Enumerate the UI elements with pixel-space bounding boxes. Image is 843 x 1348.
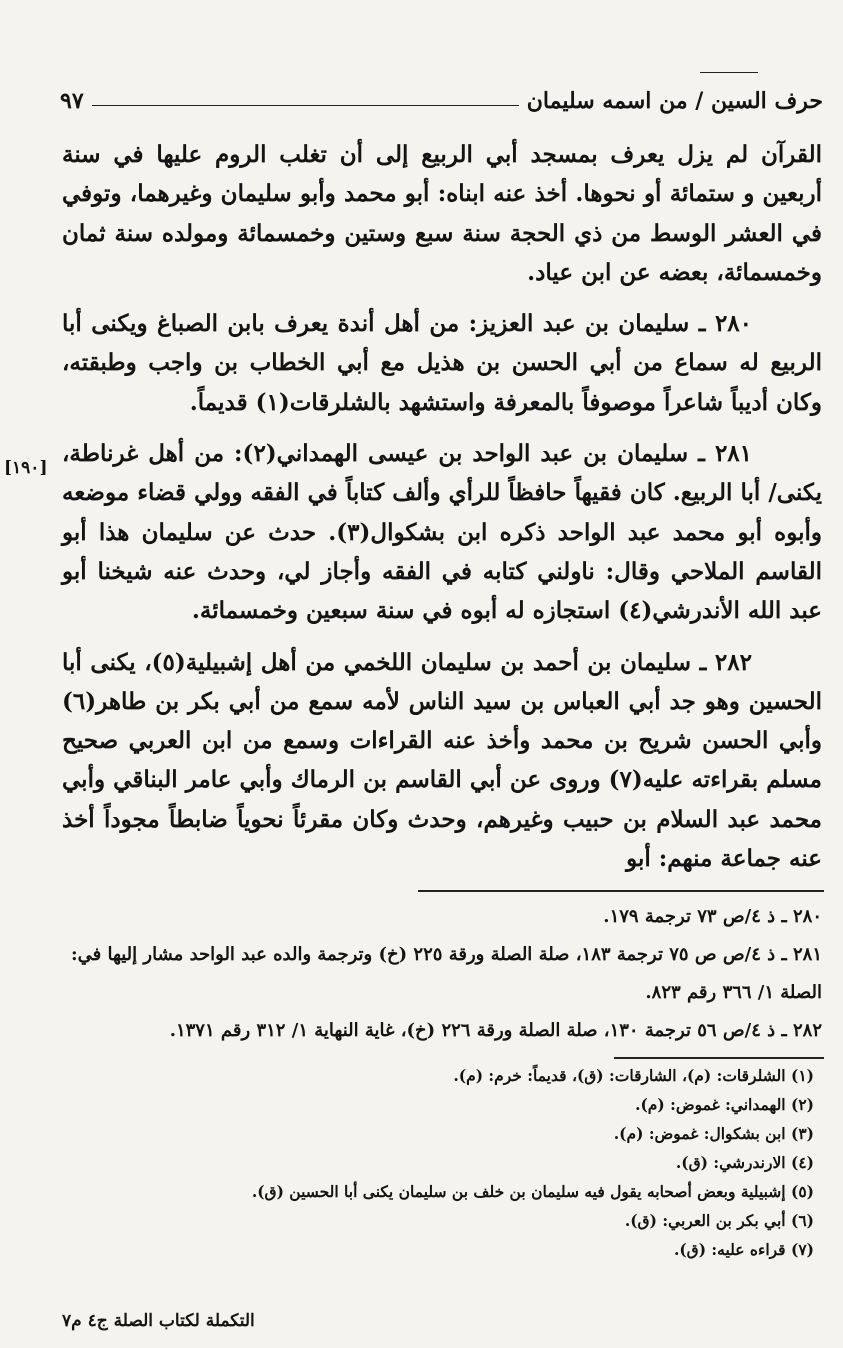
- footnote-1: (١) الشلرقات: (م)، الشارقات: (ق)، قديماً: خرم: (م).: [453, 1066, 814, 1085]
- references-rule: [418, 890, 824, 892]
- footnotes-block: [62, 1061, 822, 1264]
- entry-281: ٢٨١ ـ سليمان بن عبد الواحد بن عيسى الهمداني(٢): من أهل غرناطة، يكنى/ أبا الربيع. كان فقيهاً حافظاً للرأي وألف كتاباً في الفقه وولي قضاء موضعه وأبوه أبو محمد عبد الواحد ذكره ابن بشكوال(٣). حدث عن سليمان هذا أبو القاسم الملاحي وقال: ناولني كتابه في الفقه وأجاز لي، وحدث عنه شيخنا أبو عبد الله الأندرشي(٤) استجازه له أبوه في سنة سبعين وخمسمائة.: [62, 440, 823, 625]
- entry-280: ٢٨٠ ـ سليمان بن عبد العزيز: من أهل أندة يعرف بابن الصباغ ويكنى أبا الربيع له سماع من أبي الحسن بن هذيل مع أبي الخطاب بن واجب وطبقته، وكان أديباً شاعراً موصوفاً بالمعرفة واستشهد بالشلرقات(١) قديماً.: [62, 310, 822, 416]
- margin-folio-note: [١٩٠]: [4, 458, 48, 478]
- reference-280: ٢٨٠ ـ ذ ٤/ص ٧٣ ترجمة ١٧٩.: [603, 906, 822, 927]
- header-overline: [700, 72, 758, 73]
- footnote-4: (٤) الارندرشي: (ق).: [675, 1153, 814, 1172]
- reference-282: ٢٨٢ ـ ذ ٤/ص ٥٦ ترجمة ١٣٠، صلة الصلة ورقة ٢٢٦ (خ)، غاية النهاية ١/ ٣١٢ رقم ١٣٧١.: [169, 1020, 822, 1041]
- header-title: حرف السين / من اسمه سليمان: [526, 88, 823, 114]
- paragraph-continuation: القرآن لم يزل يعرف بمسجد أبي الربيع إلى أن تغلب الروم عليها في سنة أربعين و ستمائة أو نحوها. أخذ عنه ابناه: أبو محمد وأبو سليمان وغيرهما، وتوفي في العشر الوسط من ذي الحجة سنة سبع وستين وخمسمائة ومولده سنة ثمان وخمسمائة، بعضه عن ابن عياد.: [62, 141, 822, 286]
- footnote-6: (٦) أبي بكر بن العربي: (ق).: [624, 1211, 814, 1230]
- footnote-2: (٢) الهمداني: غموض: (م).: [635, 1095, 814, 1114]
- footnotes-rule: [614, 1057, 824, 1059]
- page-footer: التكملة لكتاب الصلة ج٤ م٧: [62, 1311, 255, 1331]
- header-rule: [92, 105, 519, 106]
- main-text: [62, 135, 822, 890]
- footnote-5: (٥) إشبيلية وبعض أصحابه يقول فيه سليمان بن خلف بن سليمان يكنى أبا الحسين (ق).: [251, 1182, 814, 1201]
- reference-281: ٢٨١ ـ ذ ٤/ص ص ٧٥ ترجمة ١٨٣، صلة الصلة ورقة ٢٢٥ (خ) وترجمة والده عبد الواحد مشار إليها في: الصلة ١/ ٣٦٦ رقم ٨٢٣.: [70, 944, 822, 1003]
- page-number: ٩٧: [60, 88, 84, 114]
- entry-282: ٢٨٢ ـ سليمان بن أحمد بن سليمان اللخمي من أهل إشبيلية(٥)، يكنى أبا الحسين وهو جد أبي العباس بن سيد الناس لأمه سمع من أبي بكر بن طاهر(٦) وأبي الحسن شريح بن محمد وأخذ عنه القراءات وسمع من ابن العربي صحيح مسلم بقراءته عليه(٧) وروى عن أبي القاسم بن الرماك وأبي عامر البناقي وأبي محمد عبد السلام بن حبيب وغيرهم، وحدث وكان مقرئاً نحوياً ضابطاً مجوداً أخذ عنه جماعة منهم: أبو: [62, 648, 822, 873]
- footnote-3: (٣) ابن بشكوال: غموض: (م).: [613, 1124, 814, 1143]
- references-block: [62, 898, 822, 1050]
- running-header: [60, 82, 823, 114]
- footnote-7: (٧) قراءه عليه: (ق).: [673, 1240, 814, 1259]
